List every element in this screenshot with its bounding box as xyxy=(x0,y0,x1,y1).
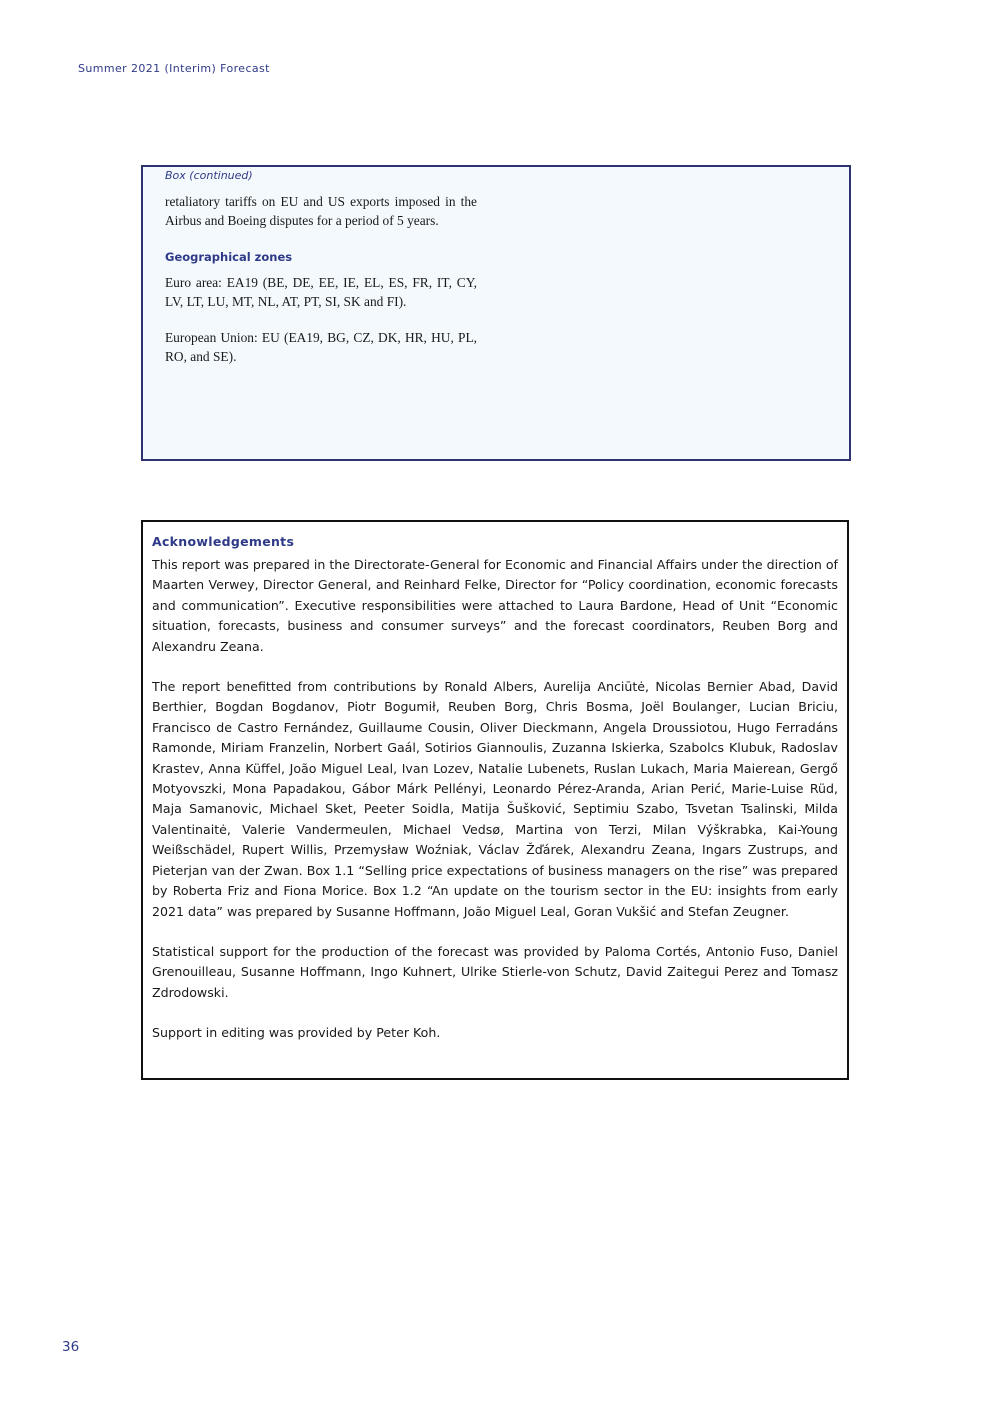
box-text-column xyxy=(165,193,477,366)
box-subheading-geographical-zones: Geographical zones xyxy=(165,250,293,264)
running-header: Summer 2021 (Interim) Forecast xyxy=(78,62,270,75)
acknowledgements-paragraph-statistical-support: Statistical support for the production of the forecast was provided by Paloma Cortés, Antonio Fuso, Daniel Grenouilleau, Susanne Hoffmann, Ingo Kuhnert, Ulrike Stierle-von Schutz, David Zaitegui Perez and Tomasz Zdrodowski. xyxy=(152,943,838,1000)
acknowledgements-paragraph-contributors: The report benefitted from contributions by Ronald Albers, Aurelija Anciūtė, Nicolas Bernier Abad, David Berthier, Bogdan Bogdanov, Piotr Bogumił, Reuben Borg, Chris Bosma, Joël Boulanger, Lucian Briciu, Francisco de Castro Fernández, Guillaume Cousin, Oliver Dieckmann, Angela Droussiotou, Hugo Ferradáns Ramonde, Miriam Franzelin, Norbert Gaál, Sotirios Giannoulis, Zuzanna Iskierka, Szabolcs Klubuk, Radoslav Krastev, Anna Küffel, João Miguel Leal, Ivan Lozev, Natalie Lubenets, Ruslan Lukach, Maria Maierean, Gergő Motyovszki, Mona Papadakou, Gábor Márk Pellényi, Leonardo Pérez-Aranda, Arian Perić, Marie-Luise Rüd, Maja Samanovic, Michael Sket, Peeter Soidla, Matija Šušković, Septimiu Szabo, Tsvetan Tsalinski, Milda Valentinaitė, Valerie Vandermeulen, Michael Vedsø, Martina von Terzi, Milan Výškrabka, Kai-Young Weißschädel, Rupert Willis, Przemysław Woźniak, Václav Žďárek, Alexandru Zeana, Ingars Zustrups, and Pieterjan van der Zwan. Box 1.1 “Selling price expectations of business managers on the rise” was prepared by Roberta Friz and Fiona Morice. Box 1.2 “An update on the tourism sector in the EU: insights from early 2021 data” was prepared by Susanne Hoffmann, João Miguel Leal, Goran Vukšić and Stefan Zeugner. xyxy=(152,679,838,919)
box-paragraph-euro-area: Euro area: EA19 (BE, DE, EE, IE, EL, ES, FR, IT, CY, LV, LT, LU, MT, NL, AT, PT, SI, SK and FI). xyxy=(165,275,477,309)
box-paragraph-tariffs: retaliatory tariffs on EU and US exports imposed in the Airbus and Boeing disputes for a period of 5 years. xyxy=(165,194,477,228)
page-number: 36 xyxy=(62,1339,80,1355)
acknowledgements-paragraph-preparation: This report was prepared in the Directorate-General for Economic and Financial Affairs under the direction of Maarten Verwey, Director General, and Reinhard Felke, Director for “Policy coordination, economic forecasts and communication”. Executive responsibilities were attached to Laura Bardone, Head of Unit “Economic situation, forecasts, business and consumer surveys” and the forecast coordinators, Reuben Borg and Alexandru Zeana. xyxy=(152,557,838,654)
box-continued-label: Box (continued) xyxy=(165,169,253,182)
acknowledgements-box xyxy=(141,520,849,1080)
continued-box xyxy=(141,165,851,461)
acknowledgements-paragraph-editing: Support in editing was provided by Peter Koh. xyxy=(152,1025,441,1041)
box-paragraph-european-union: European Union: EU (EA19, BG, CZ, DK, HR, HU, PL, RO, and SE). xyxy=(165,330,477,364)
acknowledgements-title: Acknowledgements xyxy=(152,534,295,549)
